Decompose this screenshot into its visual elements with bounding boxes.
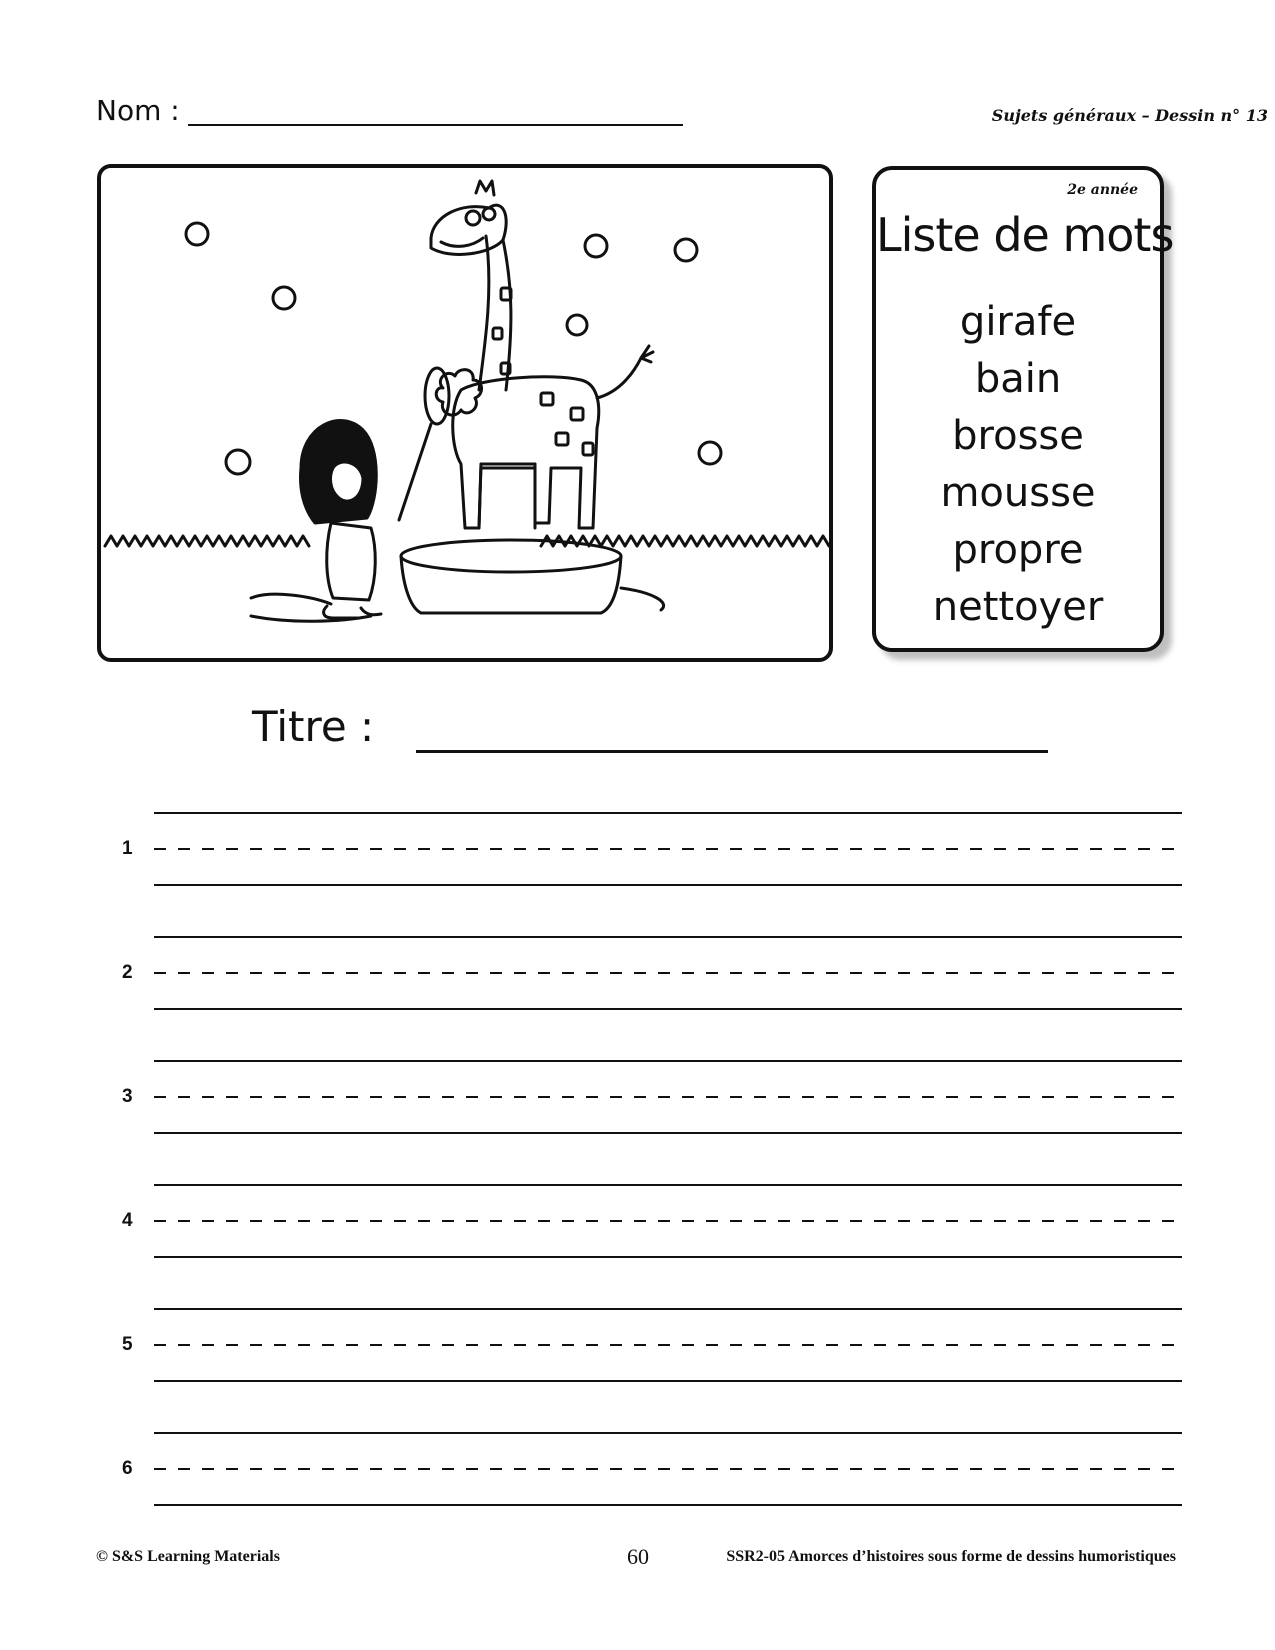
line-number: 3 <box>122 1086 133 1107</box>
writing-line-set <box>112 1184 1182 1258</box>
writing-line-set <box>112 1308 1182 1382</box>
word-list-title: Liste de mots <box>876 208 1174 262</box>
writing-line-set <box>112 1060 1182 1134</box>
top-line <box>154 936 1182 938</box>
base-line <box>154 1132 1182 1134</box>
base-line <box>154 884 1182 886</box>
writing-line-set <box>112 1432 1182 1506</box>
name-write-line <box>188 124 683 126</box>
word-list <box>876 294 1160 636</box>
word-item: girafe <box>959 299 1077 345</box>
name-label: Nom : <box>96 94 180 127</box>
worksheet-header <box>96 88 1268 138</box>
word-item: mousse <box>940 470 1096 516</box>
writing-lines <box>112 812 1182 1532</box>
dashed-midline <box>154 1344 1182 1346</box>
title-field <box>252 702 1052 762</box>
top-line <box>154 1060 1182 1062</box>
word-item: bain <box>974 356 1062 402</box>
top-line <box>154 1432 1182 1434</box>
illustration-frame <box>97 164 833 662</box>
grade-label: 2e année <box>1067 182 1138 198</box>
line-number: 6 <box>122 1458 133 1479</box>
line-number: 5 <box>122 1334 133 1355</box>
base-line <box>154 1008 1182 1010</box>
dashed-midline <box>154 972 1182 974</box>
bubble-icon <box>186 223 208 245</box>
giraffe-bath-drawing-icon <box>101 168 829 658</box>
dashed-midline <box>154 1468 1182 1470</box>
writing-line-set <box>112 812 1182 886</box>
base-line <box>154 1504 1182 1506</box>
copyright-text: © S&S Learning Materials <box>96 1548 280 1565</box>
book-title: SSR2-05 Amorces d’histoires sous forme de dessins humoristiques <box>726 1548 1176 1565</box>
title-write-line <box>416 750 1048 753</box>
line-number: 1 <box>122 838 133 859</box>
top-line <box>154 1308 1182 1310</box>
word-list-box <box>872 166 1174 652</box>
base-line <box>154 1256 1182 1258</box>
dashed-midline <box>154 848 1182 850</box>
dashed-midline <box>154 1220 1182 1222</box>
subject-label: Sujets généraux – Dessin n° 13 <box>991 106 1268 125</box>
page-footer <box>96 1544 1176 1574</box>
word-item: nettoyer <box>932 584 1104 630</box>
word-item: brosse <box>952 413 1084 459</box>
writing-line-set <box>112 936 1182 1010</box>
line-number: 4 <box>122 1210 133 1231</box>
top-line <box>154 812 1182 814</box>
line-number: 2 <box>122 962 133 983</box>
dashed-midline <box>154 1096 1182 1098</box>
title-label: Titre : <box>252 702 375 751</box>
base-line <box>154 1380 1182 1382</box>
word-item: propre <box>952 527 1084 573</box>
page-number: 60 <box>627 1544 649 1569</box>
top-line <box>154 1184 1182 1186</box>
